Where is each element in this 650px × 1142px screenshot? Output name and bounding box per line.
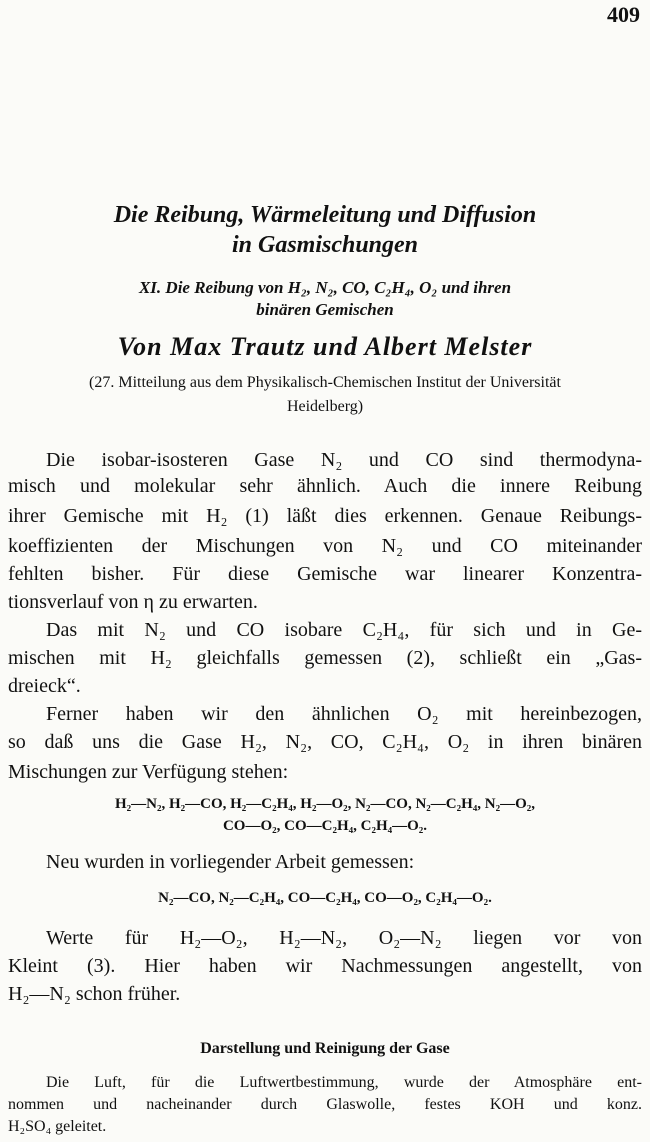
body-line: so daß uns die Gase H₂, N₂, CO, C₂H₄, O₂ in ihren binären <box>8 731 642 753</box>
body-line: misch und molekular sehr ähnlich. Auch die innere Reibung <box>8 475 642 497</box>
body-line: Kleint (3). Hier haben wir Nachmessungen angestellt, von <box>8 955 642 977</box>
body-line: Neu wurden in vorliegender Arbeit gemessen: <box>46 851 415 873</box>
body-line: Ferner haben wir den ähnlichen O₂ mit hereinbezogen, <box>46 703 642 725</box>
body-line: Mischungen zur Verfügung stehen: <box>8 761 289 783</box>
formula-list-line-1: H₂—N₂, H₂—CO, H₂—C₂H₄, H₂—O₂, N₂—CO, N₂—C₂H₄, N₂—O₂, <box>114 796 536 812</box>
body-line: Das mit N₂ und CO isobare C₂H₄, für sich und in Ge- <box>46 619 642 641</box>
authors: Von Max Trautz und Albert Melster <box>117 332 533 361</box>
article-title-line-1: Die Reibung, Wärmeleitung und Diffusion <box>113 202 537 228</box>
body-line: fehlten bisher. Für diese Gemische war linearer Konzentra- <box>8 563 642 585</box>
institution-line-2: Heidelberg) <box>286 398 364 415</box>
body-line: ihrer Gemische mit H₂ (1) läßt dies erkennen. Genaue Reibungs- <box>8 505 642 527</box>
subtitle-line-1: XI. Die Reibung von H₂, N₂, CO, C₂H₄, O₂ und ihren <box>138 278 512 297</box>
formula-new-measured: N₂—CO, N₂—C₂H₄, CO—C₂H₄, CO—O₂, C₂H₄—O₂. <box>158 890 492 906</box>
body-line: koeffizienten der Mischungen von N₂ und CO miteinander <box>8 535 642 557</box>
article-title-line-2: in Gasmischungen <box>231 232 419 258</box>
section-heading: Darstellung und Reinigung der Gase <box>200 1040 450 1057</box>
body-line: Die isobar-isosteren Gase N₂ und CO sind thermodyna- <box>46 449 642 471</box>
section-line: H₂SO₄ geleitet. <box>8 1118 107 1135</box>
body-line: Werte für H₂—O₂, H₂—N₂, O₂—N₂ liegen vor von <box>46 927 642 949</box>
body-line: H₂—N₂ schon früher. <box>8 983 181 1005</box>
institution-line-1: (27. Mitteilung aus dem Physikalisch-Chemischen Institut der Universität <box>89 374 561 391</box>
formula-list-line-2: CO—O₂, CO—C₂H₄, C₂H₄—O₂. <box>222 818 428 834</box>
subtitle-line-2: binären Gemischen <box>256 300 394 319</box>
body-line: dreieck“. <box>8 675 81 697</box>
body-line: mischen mit H₂ gleichfalls gemessen (2), schließt ein „Gas- <box>8 647 642 669</box>
page-number: 409 <box>607 2 640 27</box>
section-line: nommen und nacheinander durch Glaswolle, festes KOH und konz. <box>8 1096 642 1113</box>
body-line: tionsverlauf von η zu erwarten. <box>8 591 258 613</box>
section-line: Die Luft, für die Luftwertbestimmung, wurde der Atmosphäre ent- <box>46 1074 642 1091</box>
